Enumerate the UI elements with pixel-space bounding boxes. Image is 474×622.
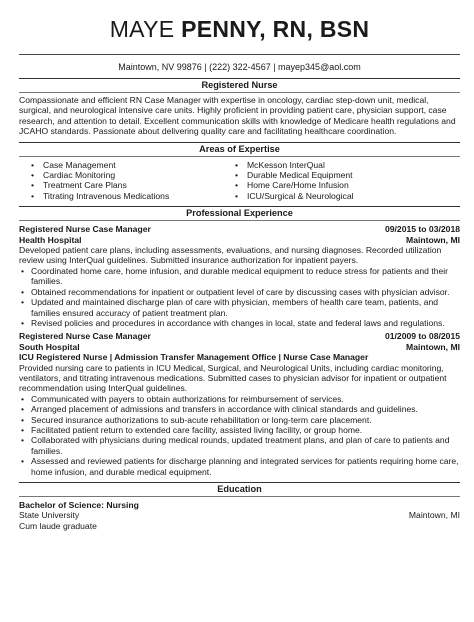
job-dates: 09/2015 to 03/2018: [384, 224, 460, 235]
expertise-column-2: [231, 160, 354, 202]
job-employer: Health Hospital: [19, 234, 82, 245]
job-location: Maintown, MI: [406, 234, 460, 245]
section-heading-education: Education: [19, 482, 460, 497]
education-location: Maintown, MI: [408, 510, 460, 521]
job-bullet: • Coordinated home care, home infusion, and durable medical equipment to reduce stress for patients and their families.: [19, 266, 460, 287]
job-bullets: [19, 394, 460, 477]
job-summary: Developed patient care plans, including assessments, evaluations, and nursing diagnoses. Recorded utilization review using InterQual guidelines. Submitted insurance authorization for inpatient payers.: [19, 245, 442, 266]
last-name-credentials: PENNY, RN, BSN: [181, 16, 370, 42]
job-subtitle: ICU Registered Nurse | Admission Transfer Management Office | Nurse Case Manager: [19, 352, 369, 363]
expertise-item: • Home Care/Home Infusion: [235, 180, 354, 190]
education-school-row: [19, 510, 460, 520]
education-degree-row: [19, 500, 460, 510]
education-honors-row: [19, 521, 460, 531]
job-bullet: • Collaborated with physicians during medical rounds, updated treatment plans, and plan of care to patients and families.: [19, 435, 460, 456]
section-heading-experience: Professional Experience: [19, 206, 460, 221]
job-bullet: • Communicated with payers to obtain authorizations for reimbursement of services.: [19, 394, 460, 404]
expertise-item: • Durable Medical Equipment: [235, 170, 354, 180]
education-degree: Bachelor of Science: Nursing: [19, 500, 139, 510]
section-heading-summary: Registered Nurse: [19, 78, 460, 93]
expertise-list: [19, 160, 460, 202]
job-bullet: • Obtained recommendations for inpatient or outpatient level of care by discussing cases with physician advisor.: [19, 287, 460, 297]
expertise-column-1: [19, 160, 231, 202]
job-entry: [19, 331, 460, 477]
expertise-item: • Cardiac Monitoring: [31, 170, 231, 180]
section-heading-expertise: Areas of Expertise: [19, 142, 460, 157]
job-bullet: • Arranged placement of admissions and transfers in accordance with clinical standards and guidelines.: [19, 404, 460, 414]
job-title: Registered Nurse Case Manager: [19, 224, 151, 235]
job-bullets: [19, 266, 460, 328]
job-bullet: • Facilitated patient return to extended care facility, assisted living facility, or group home.: [19, 425, 460, 435]
expertise-item: • Treatment Care Plans: [31, 180, 231, 190]
job-bullet: • Updated and maintained discharge plan of care with physician, members of health care team, patients, and families ensured accuracy of patient treatment plan.: [19, 297, 460, 318]
expertise-item: • Titrating Intravenous Medications: [31, 191, 231, 201]
job-dates: 01/2009 to 08/2015: [384, 331, 460, 342]
education-school: State University: [19, 510, 80, 521]
job-summary: Provided nursing care to patients in ICU Medical, Surgical, and Neurological Units, including cardiac monitoring, ventilators, and titrating intravenous medications. Submitted cases to physician advisor for inpatient or outpatient recommendation using InterQual guidelines.: [19, 362, 447, 394]
summary-paragraph: Compassionate and efficient RN Case Manager with expertise in oncology, cardiac step-down unit, medical, surgical, and neurological intensive care units. Highly proficient in providing patient care, physician support, case research, and attention to detail. Excellent communication skills with knowledge of Medicare health regulations and JCAHO standards. Passionate about delivering quality care and facilitating healthcare coordination.: [19, 95, 456, 137]
job-employer-row: [19, 235, 460, 245]
job-entry: [19, 224, 460, 328]
contact-line: Maintown, NV 99876 | (222) 322-4567 | mayep345@aol.com: [118, 62, 361, 72]
job-location: Maintown, MI: [406, 341, 460, 352]
expertise-item: • Case Management: [31, 160, 231, 170]
education-entry: [19, 500, 460, 531]
job-bullet: • Secured insurance authorizations to sub-acute rehabilitation or long-term care placement.: [19, 415, 460, 425]
expertise-item: • McKesson InterQual: [235, 160, 354, 170]
job-employer: South Hospital: [19, 341, 80, 352]
candidate-name: [19, 0, 460, 44]
job-title: Registered Nurse Case Manager: [19, 331, 151, 342]
job-bullet: • Assessed and reviewed patients for discharge planning and integrated services for patients requiring home care, home infusion, and durable medical equipment.: [19, 456, 460, 477]
job-employer-row: [19, 342, 460, 352]
job-title-row: [19, 331, 460, 341]
first-name: MAYE: [109, 16, 175, 42]
job-subtitle-row: [19, 352, 460, 362]
expertise-item: • ICU/Surgical & Neurological: [235, 191, 354, 201]
job-title-row: [19, 224, 460, 234]
education-honors: Cum laude graduate: [19, 520, 97, 531]
job-bullet: • Revised policies and procedures in accordance with changes in local, state and federal laws and regulations.: [19, 318, 460, 328]
